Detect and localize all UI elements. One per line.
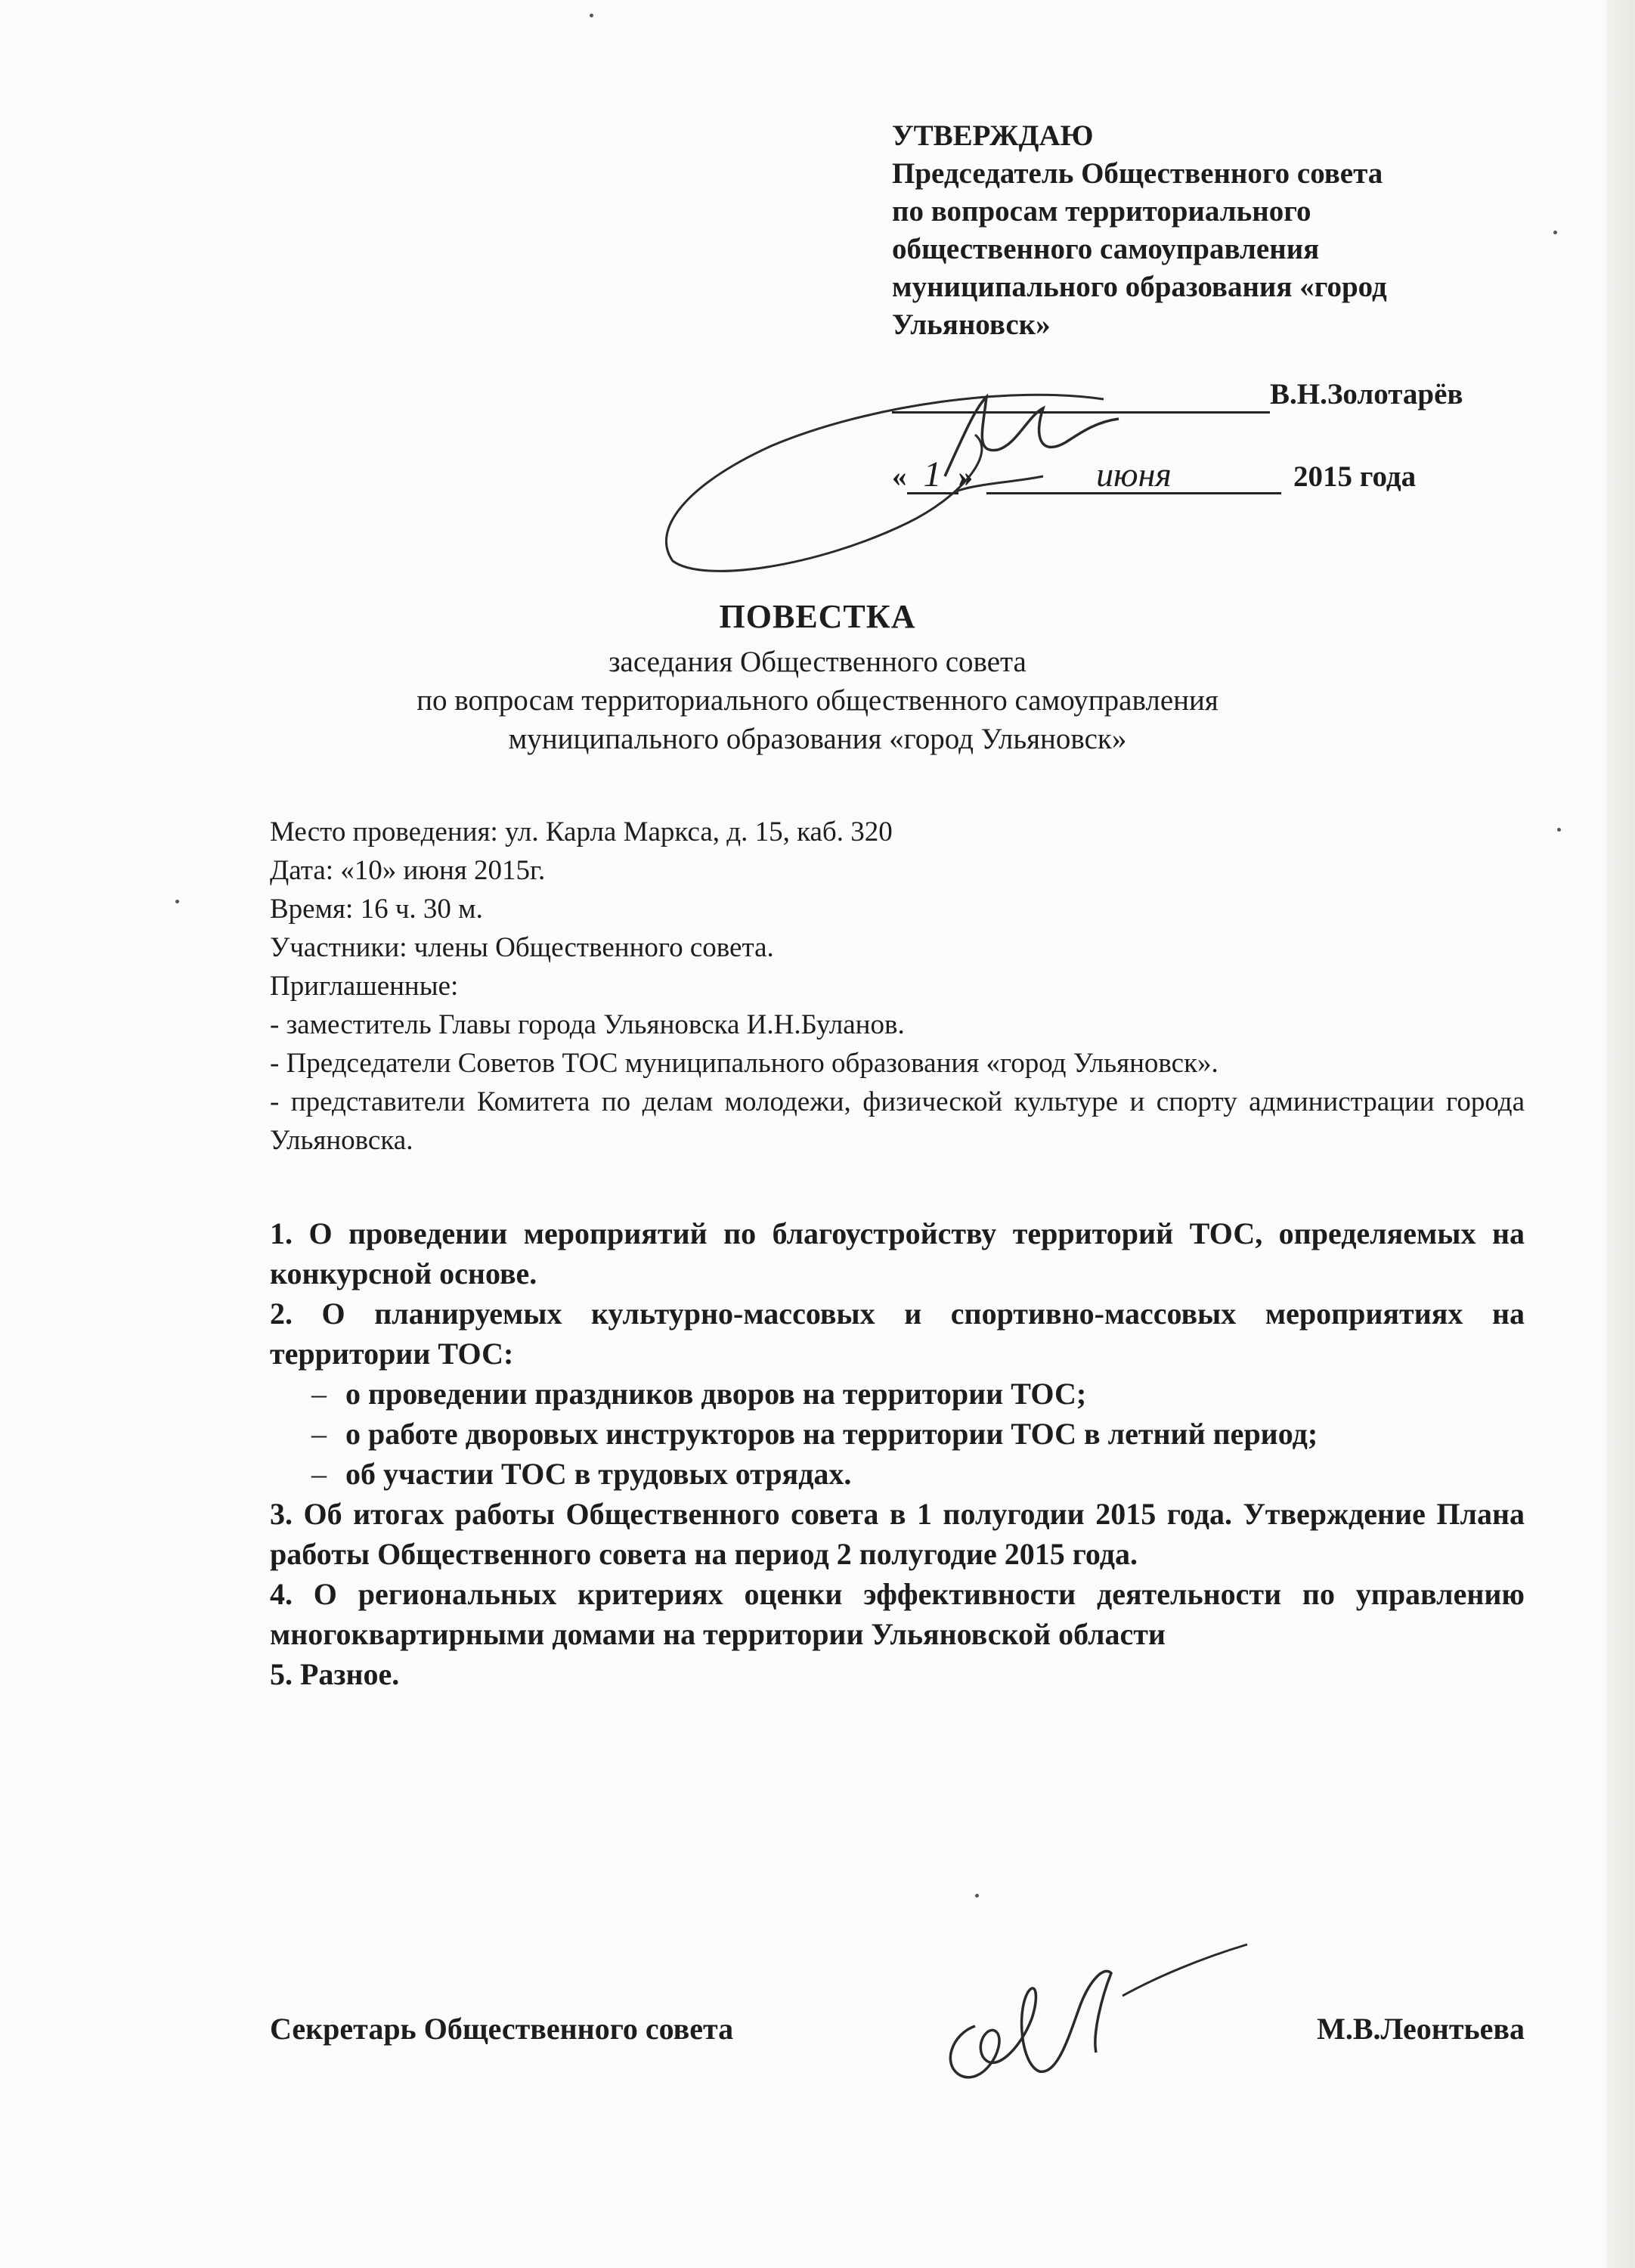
agenda-subitem-text: об участии ТОС в трудовых отрядах. <box>345 1457 852 1491</box>
agenda-subitem <box>270 1454 1525 1494</box>
secretary-signature-block <box>270 2011 1525 2056</box>
invited-item: - заместитель Главы города Ульяновска И.Н.Буланов. <box>270 1009 905 1040</box>
scan-edge-shadow <box>1606 0 1635 2268</box>
meeting-place: Место проведения: ул. Карла Маркса, д. 15, каб. 320 <box>270 816 893 847</box>
approval-position-line: муниципального образования «город <box>892 271 1387 303</box>
meeting-participants: Участники: члены Общественного совета. <box>270 932 774 963</box>
agenda-item: 3. Об итогах работы Общественного совета в 1 полугодии 2015 года. Утверждение Плана работы Общественного совета на период 2 полугодие 2015 года. <box>270 1497 1525 1571</box>
dash-bullet: – <box>311 1377 327 1411</box>
approval-heading: УТВЕРЖДАЮ <box>892 119 1094 152</box>
agenda-subitem-text: о проведении праздников дворов на территории ТОС; <box>345 1377 1087 1411</box>
agenda-item: 5. Разное. <box>270 1657 400 1691</box>
secretary-name: М.В.Леонтьева <box>1317 2012 1525 2046</box>
date-month: июня <box>986 457 1281 494</box>
meeting-time: Время: 16 ч. 30 м. <box>270 894 483 925</box>
date-close-quote: » <box>958 460 973 493</box>
approval-position-line: общественного самоуправления <box>892 233 1320 265</box>
signature-line <box>892 376 1270 414</box>
agenda-item: 1. О проведении мероприятий по благоустройству территорий ТОС, определяемых на конкурсной основе. <box>270 1216 1525 1290</box>
document-title: ПОВЕСТКА <box>719 598 916 635</box>
meeting-date: Дата: «10» июня 2015г. <box>270 855 546 886</box>
agenda-subitem-text: о работе дворовых инструкторов на территории ТОС в летний период; <box>345 1417 1318 1451</box>
date-open-quote: « <box>892 460 907 493</box>
meeting-info <box>270 813 1525 1160</box>
subtitle-line: муниципального образования «город Ульяновск» <box>508 723 1127 755</box>
subtitle-line: заседания Общественного совета <box>608 646 1027 678</box>
approval-signatory: В.Н.Золотарёв <box>1270 378 1463 411</box>
dash-bullet: – <box>311 1457 327 1491</box>
scan-speck <box>590 14 593 17</box>
approval-position-line: Председатель Общественного совета <box>892 157 1383 190</box>
agenda-subitem <box>270 1414 1525 1454</box>
agenda-list <box>270 1213 1525 1694</box>
dash-bullet: – <box>311 1417 327 1451</box>
approval-signature-row <box>892 376 1550 424</box>
date-day: 1 <box>907 457 958 494</box>
approval-position-line: Ульяновск» <box>892 308 1051 341</box>
secretary-signature <box>930 1920 1262 2094</box>
approval-position-line: по вопросам территориального <box>892 195 1311 228</box>
approval-date <box>892 454 1550 496</box>
scan-speck <box>975 1894 979 1898</box>
secretary-title: Секретарь Общественного совета <box>270 2012 734 2046</box>
subtitle-line: по вопросам территориального общественного самоуправления <box>416 684 1219 717</box>
document-subtitle <box>0 643 1635 758</box>
scan-speck <box>175 900 179 903</box>
date-year: 2015 года <box>1293 460 1417 493</box>
scan-speck <box>1553 231 1557 234</box>
agenda-item: 4. О региональных критериях оценки эффективности деятельности по управлению многоквартирными домами на территории Ульяновской области <box>270 1577 1525 1651</box>
invited-item: - Председатели Советов ТОС муниципального образования «город Ульяновск». <box>270 1048 1219 1079</box>
invited-item: - представители Комитета по делам молодежи, физической культуре и спорту администрации города Ульяновска. <box>270 1086 1525 1156</box>
invited-label: Приглашенные: <box>270 971 459 1002</box>
agenda-subitem <box>270 1374 1525 1414</box>
scan-speck <box>1557 828 1561 832</box>
approval-block <box>892 117 1550 496</box>
agenda-item: 2. О планируемых культурно-массовых и спортивно-массовых мероприятиях на территории ТОС: <box>270 1297 1525 1371</box>
